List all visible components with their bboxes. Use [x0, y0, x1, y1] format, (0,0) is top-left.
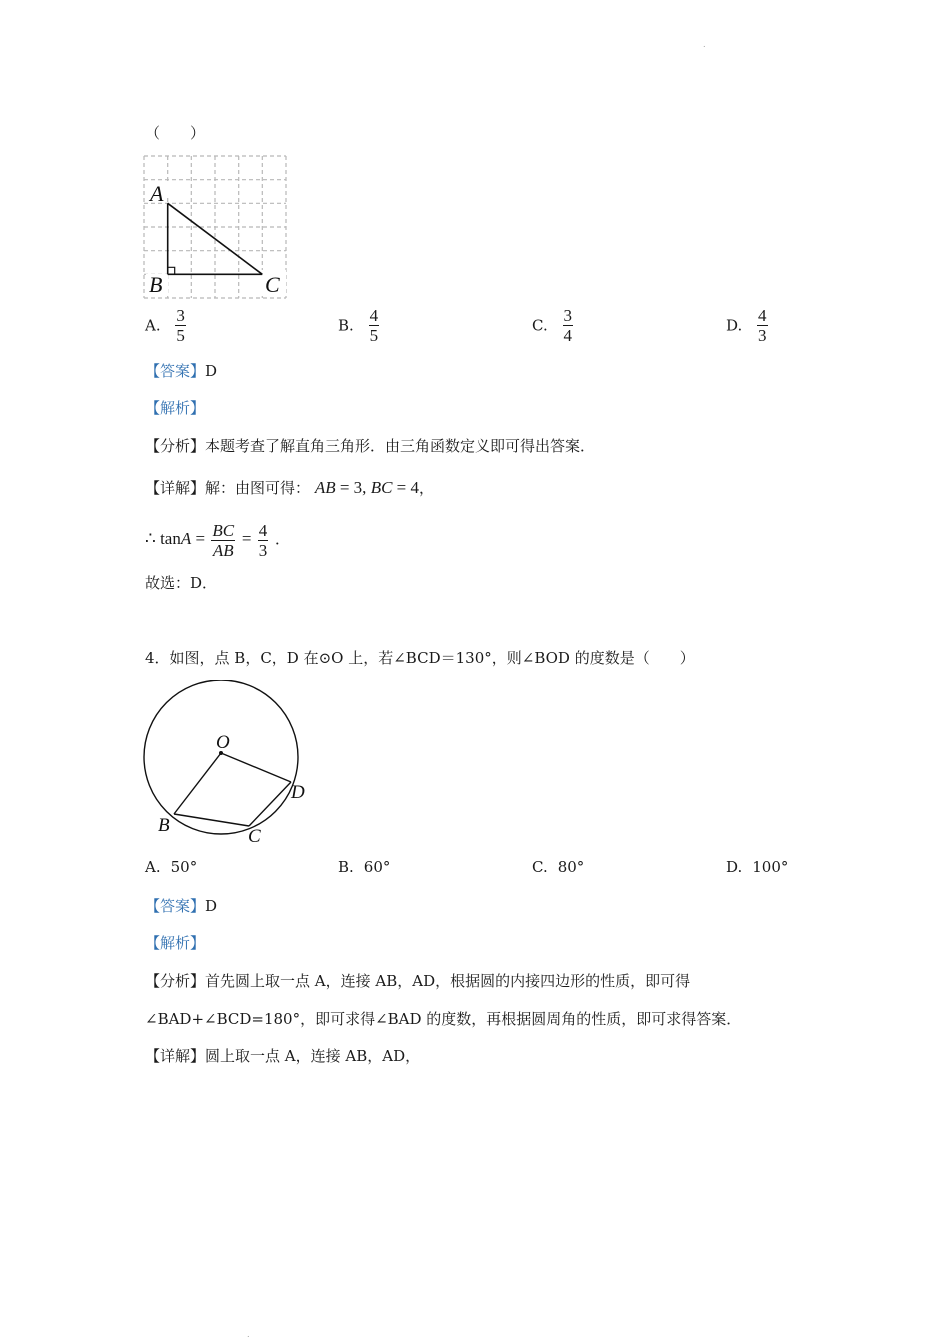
q3-paren: （ ）: [145, 124, 206, 142]
q3-option-b[interactable]: B. $\frac{4}{5}$: [338, 306, 379, 345]
q3-answer: [145, 360, 217, 382]
q4-answer: [145, 895, 217, 917]
q3-xiangjie: 【详解】解：由图可得： AB = 3, BC = 4，: [145, 478, 435, 497]
point-d-label: D: [291, 782, 305, 803]
q3-option-d[interactable]: D. $\frac{4}{3}$: [726, 306, 767, 345]
q4-option-c[interactable]: C. 80°: [532, 858, 585, 876]
q3-conclusion: 故选：D．: [145, 574, 218, 592]
center-o-label: O: [216, 732, 230, 753]
q3-fenxi: 【分析】本题考查了解直角三角形．由三角函数定义即可得出答案．: [145, 437, 596, 455]
answer-value: D: [205, 897, 218, 915]
fenxi-tag: 【分析】: [145, 972, 206, 990]
q3-option-c[interactable]: C. $\frac{3}{4}$: [532, 306, 572, 345]
q4-fenxi-line1: 【分析】首先圆上取一点 A，连接 AB，AD，根据圆的内接四边形的性质，即可得: [145, 972, 691, 990]
q4-option-a[interactable]: A. 50°: [145, 858, 198, 876]
q4-circle-figure: [136, 680, 316, 848]
xiangjie-tag: 【详解】: [145, 479, 206, 497]
q4-option-d[interactable]: D. 100°: [726, 858, 789, 876]
vertex-a-label: A: [150, 181, 164, 206]
vertex-c-label: C: [265, 272, 280, 297]
q4-xiangjie: 【详解】圆上取一点 A，连接 AB，AD，: [145, 1047, 421, 1065]
vertex-b-label: B: [149, 272, 163, 297]
point-c-label: C: [248, 826, 261, 847]
q4-analysis-heading: 【解析】: [145, 934, 206, 952]
q3-option-a[interactable]: A. $\frac{3}{5}$: [145, 306, 185, 345]
answer-tag: 【答案】: [145, 897, 206, 915]
point-b-label: B: [158, 815, 170, 836]
fenxi-tag: 【分析】: [145, 437, 206, 455]
answer-value: D: [205, 362, 218, 380]
page-mark-top: .: [703, 40, 706, 49]
xiangjie-tag: 【详解】: [145, 1047, 206, 1065]
q4-fenxi-line2: ∠BAD+∠BCD=180°，即可求得∠BAD 的度数，再根据圆周角的性质，即可求得答案．: [145, 1010, 742, 1028]
q4-option-b[interactable]: B. 60°: [338, 858, 391, 876]
q3-tan-equation: ∴ tanA = $\frac{BC}{AB}$ = $\frac{4}{3}$ ．: [145, 520, 290, 560]
q3-triangle-figure: [140, 152, 292, 300]
q4-question: 4．如图，点 B，C，D 在⊙O 上，若∠BCD＝130°，则∠BOD 的度数是（ ）: [145, 649, 695, 667]
page-mark-bottom: .: [247, 1330, 250, 1339]
answer-tag: 【答案】: [145, 362, 206, 380]
q3-analysis-heading: 【解析】: [145, 399, 206, 417]
